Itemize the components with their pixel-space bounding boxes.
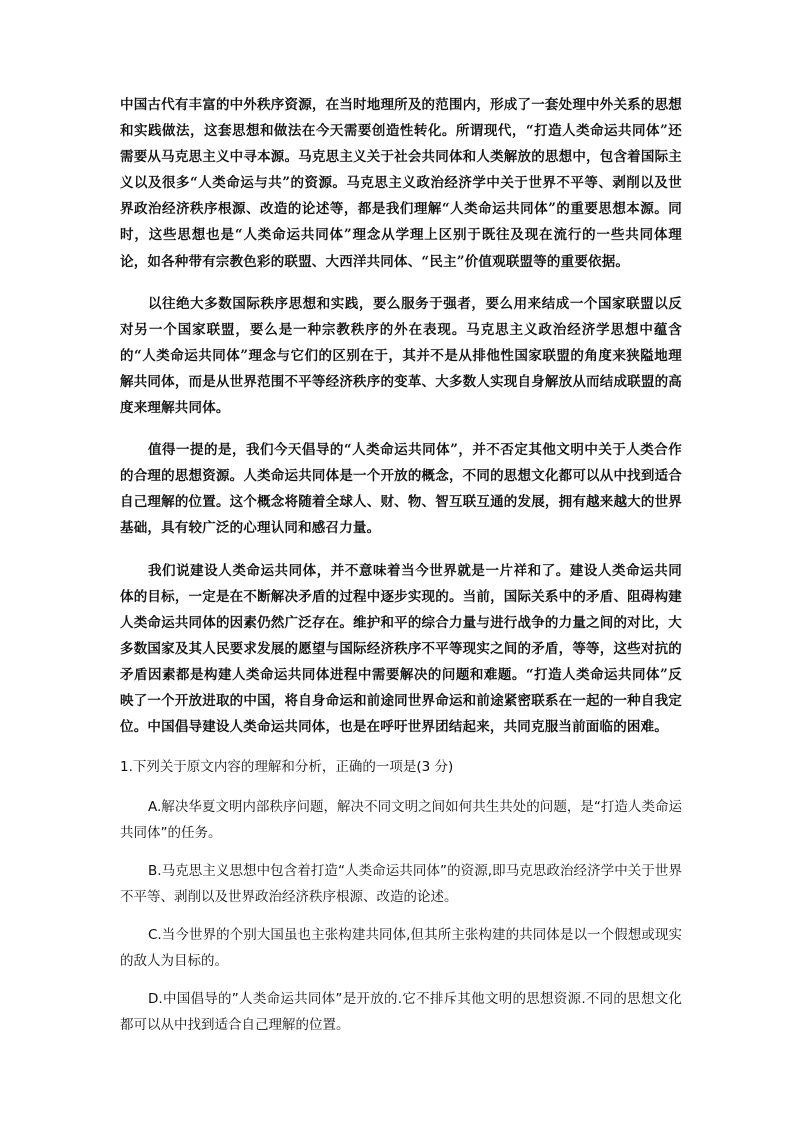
passage-paragraph-4: 我们说建设人类命运共同体，并不意味着当今世界就是一片祥和了。建设人类命运共同体的目标，一定是在不断解决矛盾的过程中逐步实现的。当前，国际关系中的矛盾、阻碍构建人类命运共同体的因素仍然广泛存在。维护和平的综合力量与进行战争的力量之间的对比，大多数国家及其人民要求发展的愿望与国际经济秩序不平等现实之间的矛盾，等等，这些对抗的矛盾因素都是构建人类命运共同体进程中需要解决的问题和难题。“打造人类命运共同体”反映了一个开放进取的中国，将自身命运和前途同世界命运和前途紧密联系在一起的一种自我定位。中国倡导建设人类命运共同体，也是在呼吁世界团结起来，共同克服当前面临的困难。 bbox=[120, 562, 682, 736]
passage-paragraph-3: 值得一提的是，我们今天倡导的“人类命运共同体”，并不否定其他文明中关于人类合作的合理的思想资源。人类命运共同体是一个开放的概念，不同的思想文化都可以从中找到适合自己理解的位置。这个概念将随着全球人、财、物、智互联互通的发展，拥有越来越大的世界基础，具有较广泛的心理认同和感召力量。 bbox=[120, 442, 682, 537]
option-b: B.马克思主义思想中包含着打造“人类命运共同体”的资源,即马克思政治经济学中关于世界不平等、剥削以及世界政治经济秩序根源、改造的论述。 bbox=[120, 862, 682, 905]
passage-paragraph-1: 中国古代有丰富的中外秩序资源，在当时地理所及的范围内，形成了一套处理中外关系的思想和实践做法，这套思想和做法在今天需要创造性转化。所谓现代，“打造人类命运共同体”还需要从马克思主义中寻本源。马克思主义关于社会共同体和人类解放的思想中，包含着国际主义以及很多“人类命运与共”的资源。马克思主义政治经济学中关于世界不平等、剥削以及世界政治经济秩序根源、改造的论述等，都是我们理解“人类命运共同体”的重要思想本源。同时，这些思想也是“人类命运共同体”理念从学理上区别于既往及现在流行的一些共同体理论，如各种带有宗教色彩的联盟、大西洋共同体、“民主”价值观联盟等的重要依据。 bbox=[120, 97, 682, 270]
option-d: D.中国倡导的”人类命运共同体”是开放的.它不排斥其他文明的思想资源.不同的思想文化都可以从中找到适合自己理解的位置。 bbox=[120, 990, 682, 1033]
question-stem: 1.下列关于原文内容的理解和分析，正确的一项是(3 分) bbox=[120, 759, 454, 776]
option-a: A.解决华夏文明内部秩序问题，解决不同文明之间如何共生共处的问题，是“打造人类命运共同体”的任务。 bbox=[120, 798, 682, 841]
document-page bbox=[120, 92, 682, 1038]
passage-paragraph-2: 以往绝大多数国际秩序思想和实践，要么服务于强者，要么用来结成一个国家联盟以反对另一个国家联盟，要么是一种宗教秩序的外在表现。马克思主义政治经济学思想中蕴含的“人类命运共同体”理念与它们的区别在于，其并不是从排他性国家联盟的角度来狭隘地理解共同体，而是从世界范围不平等经济秩序的变革、大多数人实现自身解放从而结成联盟的高度来理解共同体。 bbox=[120, 295, 682, 417]
option-c: C.当今世界的个别大国虽也主张构建共同体,但其所主张构建的共同体是以一个假想或现实的敌人为目标的。 bbox=[120, 926, 682, 969]
